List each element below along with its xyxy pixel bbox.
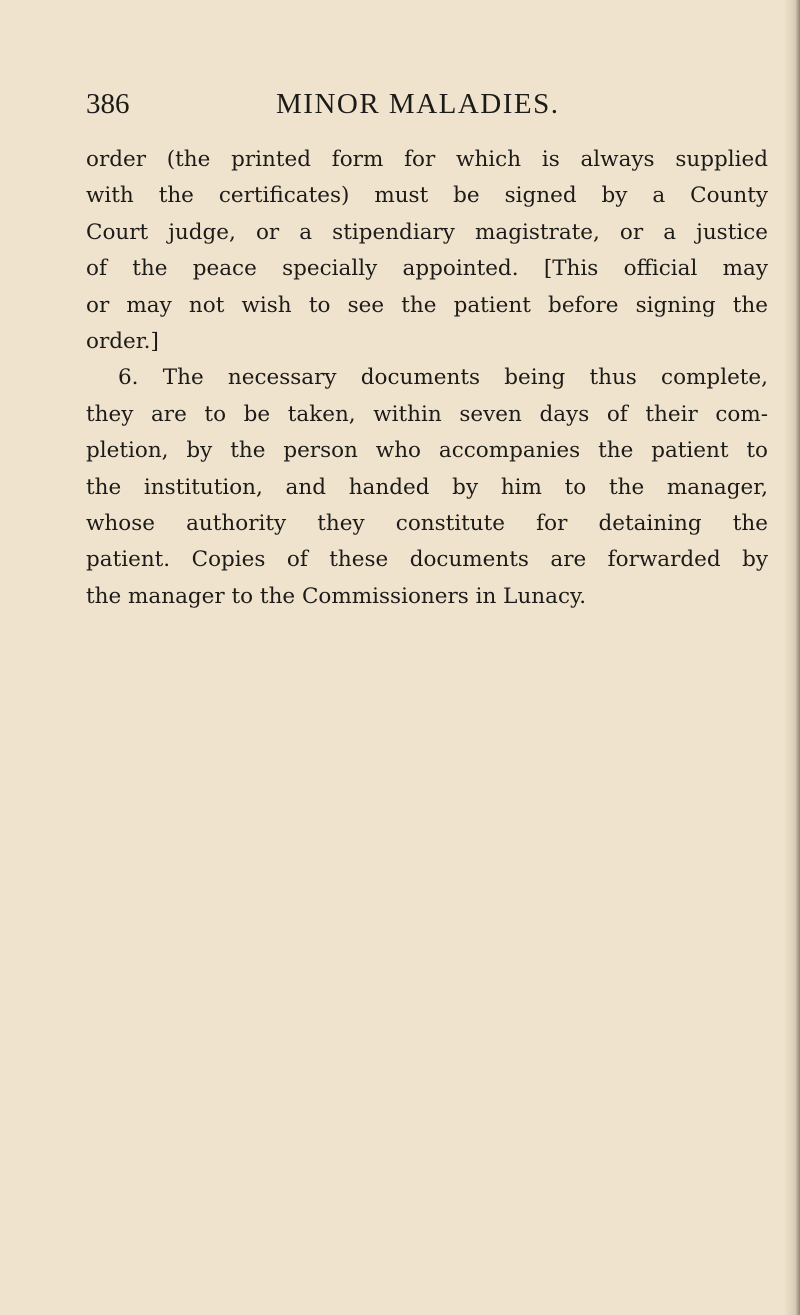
page-header: [86, 86, 768, 122]
text-line: 6. The necessary documents being thus complete,: [118, 365, 768, 391]
running-head: MINOR MALADIES.: [276, 88, 560, 120]
text-line: order.]: [86, 329, 159, 355]
text-line: with the certificates) must be signed by a County: [86, 183, 768, 209]
text-line: pletion, by the person who accompanies the patient to: [86, 438, 768, 464]
text-line: Court judge, or a stipendiary magistrate, or a justice: [86, 219, 768, 245]
text-line: whose authority they constitute for detaining the: [86, 511, 768, 537]
page-edge-shadow: [784, 0, 800, 1315]
text-line: or may not wish to see the patient before signing the: [86, 292, 768, 318]
text-line: order (the printed form for which is always supplied: [86, 147, 768, 172]
text-line: they are to be taken, within seven days of their com-: [86, 401, 768, 427]
text-line: of the peace specially appointed. [This official may: [86, 256, 768, 282]
text-line: the institution, and handed by him to the manager,: [86, 474, 768, 500]
page-number: 386: [86, 88, 130, 120]
text-line: patient. Copies of these documents are forwarded by: [86, 547, 768, 573]
body-text: [86, 142, 768, 615]
text-line: the manager to the Commissioners in Lunacy.: [86, 583, 587, 609]
